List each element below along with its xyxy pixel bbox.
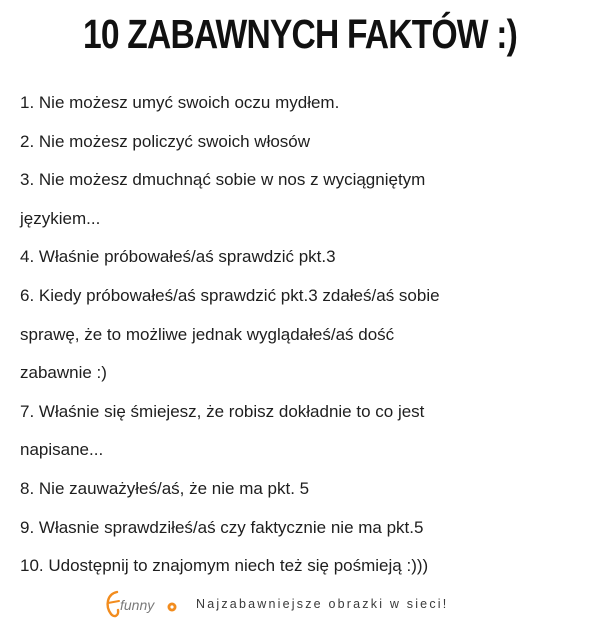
fact-line: 4. Właśnie próbowałeś/aś sprawdzić pkt.3 — [20, 247, 336, 267]
logo-swoosh — [108, 592, 119, 616]
fact-line: sprawę, że to możliwe jednak wyglądałeś/aś dość — [20, 324, 395, 344]
page-title: 10 ZABAWNYCH FAKTÓW :) — [83, 11, 517, 57]
logo-text: funny — [120, 597, 155, 613]
site-tagline: Najzabawniejsze obrazki w sieci! — [196, 597, 449, 611]
site-logo — [103, 588, 183, 620]
fact-line: 10. Udostępnij to znajomym niech też się pośmieją :))) — [20, 556, 429, 576]
fact-line: 9. Własnie sprawdziłeś/aś czy faktycznie nie ma pkt.5 — [20, 517, 424, 537]
fact-line: 3. Nie możesz dmuchnąć sobie w nos z wyciągniętym — [20, 170, 426, 190]
fact-line: 2. Nie możesz policzyć swoich włosów — [20, 131, 311, 151]
fact-line: 1. Nie możesz umyć swoich oczu mydłem. — [20, 93, 340, 112]
fact-line: napisane... — [20, 440, 104, 460]
fact-line: 7. Właśnie się śmiejesz, że robisz dokładnie to co jest — [20, 401, 425, 421]
fact-line: 6. Kiedy próbowałeś/aś sprawdzić pkt.3 zdałeś/aś sobie — [20, 285, 440, 305]
fact-line: językiem... — [20, 208, 101, 228]
footer — [0, 586, 600, 622]
logo-swoosh-cross — [108, 601, 119, 603]
facts-list — [20, 84, 590, 586]
fact-line: zabawnie :) — [20, 363, 107, 383]
fact-line: 8. Nie zauważyłeś/aś, że nie ma pkt. 5 — [20, 478, 310, 498]
